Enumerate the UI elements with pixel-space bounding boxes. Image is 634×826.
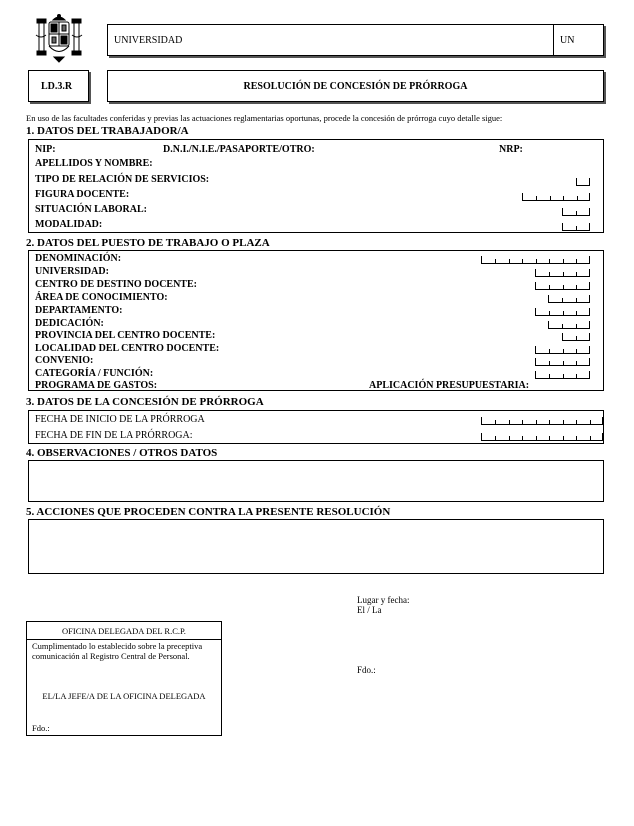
area-cells[interactable] [548, 295, 590, 303]
observaciones-field[interactable] [28, 460, 604, 502]
fecha-fin-cells[interactable] [481, 433, 603, 441]
situacion-cells[interactable] [562, 208, 590, 216]
localidad-cells[interactable] [535, 346, 590, 354]
tipo-relacion-cells[interactable] [576, 178, 590, 186]
nrp-label: NRP: [499, 144, 523, 155]
form-code-box [28, 70, 89, 102]
fecha-inicio-cells[interactable] [481, 417, 603, 425]
apellidos-label: APELLIDOS Y NOMBRE: [35, 158, 153, 169]
departamento-cells[interactable] [535, 308, 590, 316]
form-code: LD.3.R [41, 81, 73, 92]
signature-fdo-label: Fdo.: [357, 665, 376, 675]
convenio-cells[interactable] [535, 358, 590, 366]
rcp-title: OFICINA DELEGADA DEL R.C.P. [62, 626, 186, 636]
universidad-cells[interactable] [535, 269, 590, 277]
section1-title: 1. DATOS DEL TRABAJADOR/A [26, 125, 189, 137]
aplicacion-label: APLICACIÓN PRESUPUESTARIA: [369, 380, 530, 391]
universidad-label: UNIVERSIDAD: [35, 266, 109, 277]
fecha-inicio-label: FECHA DE INICIO DE LA PRÓRROGA [35, 414, 205, 425]
dni-label: D.N.I./N.I.E./PASAPORTE/OTRO: [163, 144, 315, 155]
el-la-label: El / La [357, 605, 382, 615]
lugar-fecha-label: Lugar y fecha: [357, 595, 410, 605]
localidad-label: LOCALIDAD DEL CENTRO DOCENTE: [35, 343, 220, 354]
rcp-fdo-label: Fdo.: [32, 723, 50, 733]
title-box [107, 70, 604, 102]
categoria-cells[interactable] [535, 371, 590, 379]
denominacion-label: DENOMINACIÓN: [35, 253, 122, 264]
denominacion-cells[interactable] [481, 256, 590, 264]
university-field[interactable] [107, 24, 556, 56]
nip-label: NIP: [35, 144, 56, 155]
area-label: ÁREA DE CONOCIMIENTO: [35, 292, 168, 303]
modalidad-cells[interactable] [562, 223, 590, 231]
figura-label: FIGURA DOCENTE: [35, 189, 130, 200]
centro-cells[interactable] [535, 282, 590, 290]
rcp-box [26, 621, 222, 736]
fecha-fin-label: FECHA DE FIN DE LA PRÓRROGA: [35, 430, 193, 441]
provincia-cells[interactable] [562, 333, 590, 341]
rcp-text: Cumplimentado lo establecido sobre la preceptiva comunicación al Registro Central de Personal. [32, 641, 203, 661]
dedicacion-label: DEDICACIÓN: [35, 318, 104, 329]
tipo-relacion-label: TIPO DE RELACIÓN DE SERVICIOS: [35, 174, 210, 185]
departamento-label: DEPARTAMENTO: [35, 305, 123, 316]
section4-title: 4. OBSERVACIONES / OTROS DATOS [26, 447, 218, 459]
acciones-field[interactable] [28, 519, 604, 574]
section3-title: 3. DATOS DE LA CONCESIÓN DE PRÓRROGA [26, 396, 264, 408]
programa-label: PROGRAMA DE GASTOS: [35, 380, 158, 391]
centro-label: CENTRO DE DESTINO DOCENTE: [35, 279, 197, 290]
rcp-divider [27, 639, 221, 640]
university-label: UNIVERSIDAD [114, 35, 183, 46]
provincia-label: PROVINCIA DEL CENTRO DOCENTE: [35, 330, 216, 341]
dedicacion-cells[interactable] [548, 321, 590, 329]
university-code-box [553, 24, 604, 56]
modalidad-label: MODALIDAD: [35, 219, 103, 230]
university-code: UN [560, 35, 575, 46]
rcp-jefe-label: EL/LA JEFE/A DE LA OFICINA DELEGADA [42, 691, 206, 701]
categoria-label: CATEGORÍA / FUNCIÓN: [35, 368, 154, 379]
convenio-label: CONVENIO: [35, 355, 94, 366]
section2-title: 2. DATOS DEL PUESTO DE TRABAJO O PLAZA [26, 237, 270, 249]
intro-text: En uso de las facultades conferidas y previas las actuaciones reglamentarias oportunas, procede la concesión de prórroga cuyo detalle sigue: [26, 113, 503, 123]
section5-title: 5. ACCIONES QUE PROCEDEN CONTRA LA PRESENTE RESOLUCIÓN [26, 506, 391, 518]
situacion-label: SITUACIÓN LABORAL: [35, 204, 147, 215]
coat-of-arms-logo [34, 13, 84, 63]
figura-cells[interactable] [522, 193, 590, 201]
page-title: RESOLUCIÓN DE CONCESIÓN DE PRÓRROGA [243, 81, 468, 92]
